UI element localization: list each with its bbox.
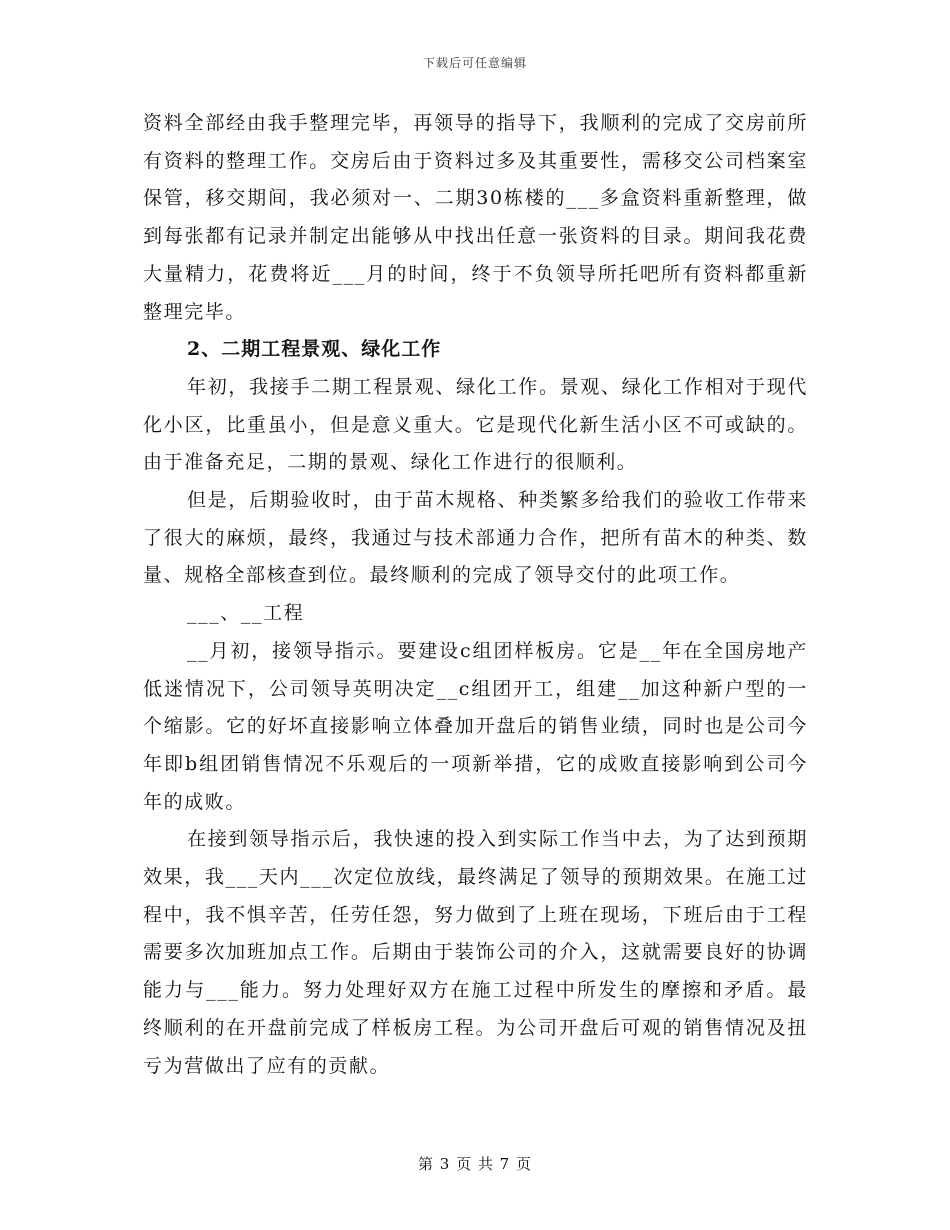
page-header: 下载后可任意编辑 xyxy=(422,56,527,70)
paragraph-construction: 在接到领导指示后，我快速的投入到实际工作当中去，为了达到预期效果，我___天内___次定位放线，最终满足了领导的预期效果。在施工过程中，我不惧辛苦，任劳任怨，努力做到了上班在现场，下班后由于工程需要多次加班加点工作。后期由于装饰公司的介入，这就需要良好的协调能力与___能力。努力处理好双方在施工过程中所发生的摩擦和矛盾。最终顺利的在开盘前完成了样板房工程。为公司开盘后可观的销售情况及扭亏为营做出了应有的贡献。 xyxy=(143,828,808,1077)
section-heading-landscape: 2、二期工程景观、绿化工作 xyxy=(187,338,442,361)
document-body xyxy=(143,105,808,1085)
page-number: 第 3 页 共 7 页 xyxy=(418,1155,532,1173)
section-heading-project: ___、__工程 xyxy=(187,602,305,625)
paragraph-sample-house: __月初，接领导指示。要建设c组团样板房。它是__年在全国房地产低迷情况下，公司领导英明决定__c组团开工，组建__加这种新户型的一个缩影。它的好坏直接影响立体叠加开盘后的销售业绩，同时也是公司今年即b组团销售情况不乐观后的一项新举措，它的成败直接影响到公司今年的成败。 xyxy=(143,639,808,813)
paragraph-continuation: 资料全部经由我手整理完毕，再领导的指导下，我顺利的完成了交房前所有资料的整理工作。交房后由于资料过多及其重要性，需移交公司档案室保管，移交期间，我必须对一、二期30栋楼的___多盒资料重新整理，做到每张都有记录并制定出能够从中找出任意一张资料的目录。期间我花费大量精力，花费将近___月的时间，终于不负领导所托吧所有资料都重新整理完毕。 xyxy=(143,112,808,323)
paragraph-landscape-intro: 年初，我接手二期工程景观、绿化工作。景观、绿化工作相对于现代化小区，比重虽小，但是意义重大。它是现代化新生活小区不可或缺的。由于准备充足，二期的景观、绿化工作进行的很顺利。 xyxy=(143,375,808,474)
paragraph-landscape-acceptance: 但是，后期验收时，由于苗木规格、种类繁多给我们的验收工作带来了很大的麻烦，最终，我通过与技术部通力合作，把所有苗木的种类、数量、规格全部核查到位。最终顺利的完成了领导交付的此项工作。 xyxy=(143,489,808,587)
